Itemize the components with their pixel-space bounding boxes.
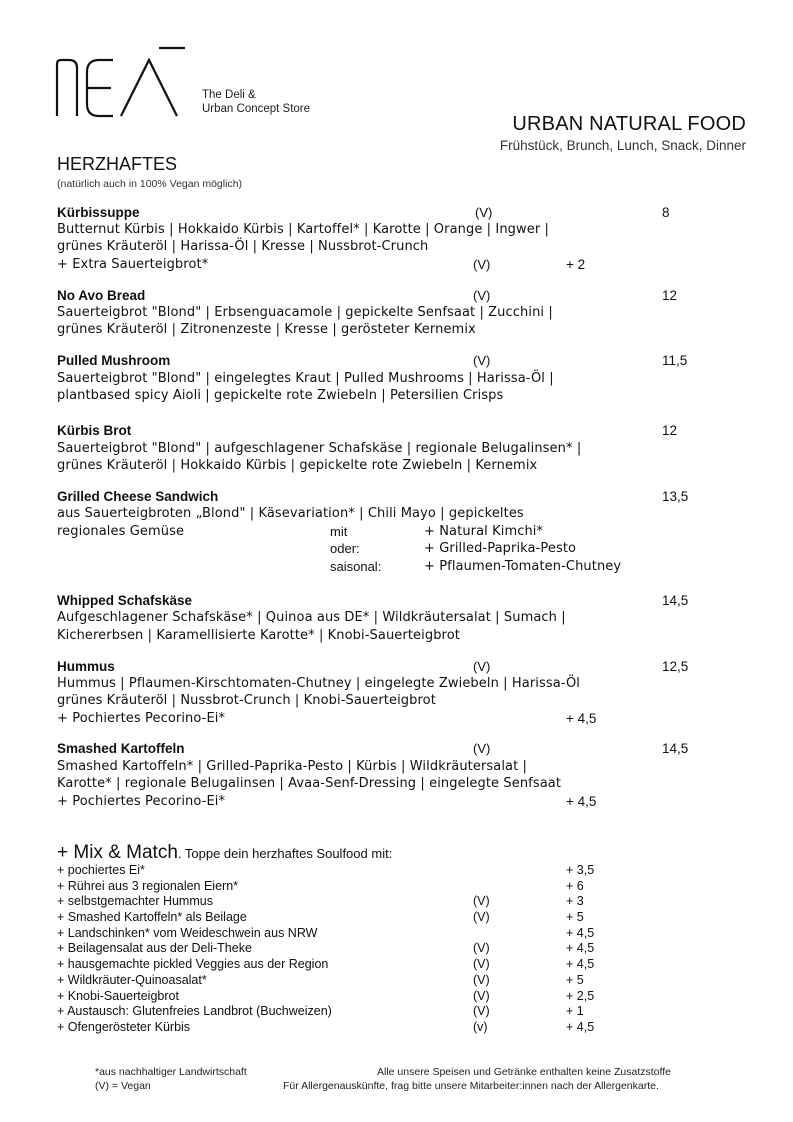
dish-description: grünes Kräuteröl | Zitronenzeste | Kresse | gerösteter Kernemix: [57, 322, 476, 337]
addon-price: + 4,5: [566, 926, 595, 940]
vegan-tag: (V): [473, 257, 491, 272]
section-title: HERZHAFTES: [57, 154, 178, 174]
vegan-tag: (V): [473, 894, 490, 908]
dish-description: Hummus | Pflaumen-Kirschtomaten-Chutney | eingelegte Zwiebeln | Harissa-Öl: [57, 676, 580, 691]
vegan-tag: (V): [473, 973, 490, 987]
dish-description: Aufgeschlagener Schafskäse* | Quinoa aus DE* | Wildkräutersalat | Sumach |: [57, 610, 566, 625]
vegan-tag: (V): [473, 941, 490, 955]
vegan-tag: (V): [473, 910, 490, 924]
dish-description: Sauerteigbrot "Blond" | aufgeschlagener Schafskäse | regionale Belugalinsen* |: [57, 441, 582, 456]
addon-label: + Knobi-Sauerteigbrot: [57, 989, 179, 1003]
mix-match-subtitle: . Toppe dein herzhaftes Soulfood mit:: [177, 846, 393, 861]
option-label: saisonal:: [330, 559, 382, 574]
addon-price: + 4,5: [566, 1020, 595, 1034]
addon-label: + pochiertes Ei*: [57, 863, 145, 877]
dish-description: grünes Kräuteröl | Harissa-Öl | Kresse | Nussbrot-Crunch: [57, 239, 429, 254]
vegan-tag: (V): [473, 288, 491, 303]
dish-description: Sauerteigbrot "Blond" | Erbsenguacamole | gepickelte Senfsaat | Zucchini |: [57, 305, 553, 320]
vegan-tag: (V): [473, 957, 490, 971]
addon-price: + 3: [566, 894, 584, 908]
addon-label: + Austausch: Glutenfreies Landbrot (Buchweizen): [57, 1004, 332, 1018]
dish-price: 8: [662, 205, 670, 220]
dish-name: Hummus: [57, 659, 115, 674]
extra-option: + Pochiertes Pecorino-Ei*: [57, 794, 226, 809]
section-note: (natürlich auch in 100% Vegan möglich): [57, 178, 243, 190]
addon-label: + Wildkräuter-Quinoasalat*: [57, 973, 207, 987]
dish-price: 13,5: [662, 489, 689, 504]
dish-description: grünes Kräuteröl | Nussbrot-Crunch | Knobi-Sauerteigbrot: [57, 693, 436, 708]
addon-price: + 6: [566, 879, 584, 893]
extra-price: + 4,5: [566, 794, 597, 809]
dish-name: Grilled Cheese Sandwich: [57, 489, 219, 504]
addon-label: + hausgemachte pickled Veggies aus der Region: [57, 957, 329, 971]
dish-name: Kürbissuppe: [57, 205, 140, 220]
tagline-line1: The Deli &: [202, 89, 256, 101]
vegan-tag: (V): [473, 353, 491, 368]
option-value: + Natural Kimchi*: [424, 524, 544, 539]
dish-description: grünes Kräuteröl | Hokkaido Kürbis | gepickelte rote Zwiebeln | Kernemix: [57, 458, 538, 473]
dish-description: plantbased spicy Aioli | gepickelte rote Zwiebeln | Petersilien Crisps: [57, 388, 504, 403]
addon-price: + 4,5: [566, 941, 595, 955]
dish-price: 11,5: [662, 353, 688, 368]
footnote-sustainable: *aus nachhaltiger Landwirtschaft: [95, 1066, 247, 1078]
extra-price: + 4,5: [566, 711, 597, 726]
addon-label: + Ofengerösteter Kürbis: [57, 1020, 191, 1034]
dish-price: 14,5: [662, 593, 689, 608]
mix-match-title: + Mix & Match: [57, 842, 178, 863]
addon-price: + 5: [566, 973, 584, 987]
addon-label: + selbstgemachter Hummus: [57, 894, 213, 908]
extra-price: + 2: [566, 257, 586, 272]
dish-price: 12,5: [662, 659, 689, 674]
footnote-additives: Alle unsere Speisen und Getränke enthalten keine Zusatzstoffe: [377, 1066, 671, 1078]
dish-description: aus Sauerteigbroten „Blond" | Käsevariation* | Chili Mayo | gepickeltes: [57, 506, 524, 521]
option-value: + Pflaumen-Tomaten-Chutney: [424, 559, 622, 574]
extra-option: + Pochiertes Pecorino-Ei*: [57, 711, 226, 726]
vegan-tag: (V): [473, 741, 491, 756]
vegan-tag: (V): [473, 659, 491, 674]
footnote-vegan: (V) = Vegan: [95, 1080, 151, 1092]
option-label: mit: [330, 524, 348, 539]
addon-price: + 1: [566, 1004, 584, 1018]
addon-label: + Beilagensalat aus der Deli-Theke: [57, 941, 252, 955]
dish-name: Kürbis Brot: [57, 423, 132, 438]
nea-logo: [55, 46, 195, 118]
dish-name: Whipped Schafskäse: [57, 593, 193, 608]
addon-label: + Smashed Kartoffeln* als Beilage: [57, 910, 247, 924]
dish-description: Butternut Kürbis | Hokkaido Kürbis | Kartoffel* | Karotte | Orange | Ingwer |: [57, 222, 550, 237]
addon-price: + 5: [566, 910, 584, 924]
menu-title: URBAN NATURAL FOOD: [512, 113, 746, 135]
addon-price: + 3,5: [566, 863, 595, 877]
dish-description: regionales Gemüse: [57, 524, 185, 539]
addon-label: + Rührei aus 3 regionalen Eiern*: [57, 879, 239, 893]
tagline-line2: Urban Concept Store: [202, 103, 311, 115]
dish-price: 14,5: [662, 741, 689, 756]
dish-name: Smashed Kartoffeln: [57, 741, 185, 756]
vegan-tag: (V): [473, 989, 490, 1003]
vegan-tag: (V): [475, 205, 493, 220]
option-label: oder:: [330, 541, 360, 556]
dish-price: 12: [662, 288, 678, 303]
mix-match-heading: [57, 842, 392, 864]
dish-name: No Avo Bread: [57, 288, 146, 303]
footnote-allergens: Für Allergenauskünfte, frag bitte unsere Mitarbeiter:innen nach der Allergenkarte.: [283, 1080, 659, 1092]
dish-name: Pulled Mushroom: [57, 353, 171, 368]
vegan-tag: (V): [473, 1004, 490, 1018]
addon-price: + 2,5: [566, 989, 595, 1003]
dish-description: Sauerteigbrot "Blond" | eingelegtes Kraut | Pulled Mushrooms | Harissa-Öl |: [57, 371, 554, 386]
addon-label: + Landschinken* vom Weideschwein aus NRW: [57, 926, 318, 940]
logo-tagline: [202, 88, 310, 116]
dish-description: Smashed Kartoffeln* | Grilled-Paprika-Pesto | Kürbis | Wildkräutersalat |: [57, 759, 528, 774]
option-value: + Grilled-Paprika-Pesto: [424, 541, 577, 556]
vegan-tag: (v): [473, 1020, 488, 1034]
extra-option: + Extra Sauerteigbrot*: [57, 257, 209, 272]
menu-subtitle: Frühstück, Brunch, Lunch, Snack, Dinner: [499, 138, 746, 153]
addon-price: + 4,5: [566, 957, 595, 971]
dish-description: Kichererbsen | Karamellisierte Karotte* | Knobi-Sauerteigbrot: [57, 628, 460, 643]
dish-price: 12: [662, 423, 678, 438]
dish-description: Karotte* | regionale Belugalinsen | Avaa-Senf-Dressing | eingelegte Senfsaat: [57, 776, 562, 791]
